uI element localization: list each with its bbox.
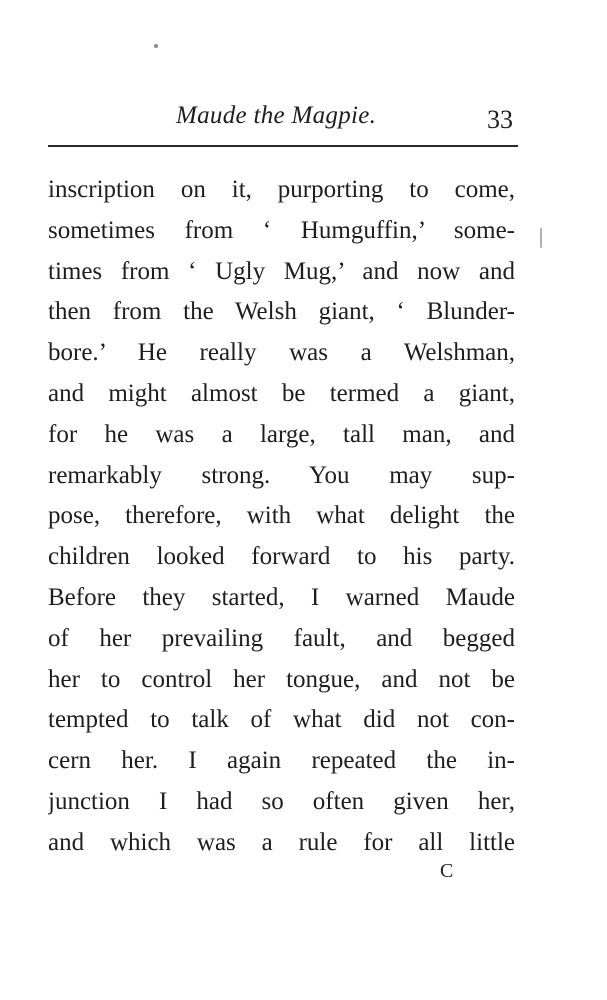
text-line: sometimes from ‘ Humguffin,’ some- [48,216,515,244]
text-line: tempted to talk of what did not con- [48,706,515,734]
text-line: then from the Welsh giant, ‘ Blunder- [48,298,515,326]
signature-mark: C [440,860,454,882]
text-line: Before they started, I warned Maude [48,583,515,611]
text-line: pose, therefore, with what delight the [48,502,515,530]
running-title: Maude the Magpie. [176,102,377,129]
text-line: for he was a large, tall man, and [48,420,515,448]
text-line: and which was a rule for all little [48,828,515,856]
body-text [48,170,515,864]
text-line: her to control her tongue, and not be [48,665,515,693]
text-line: and might almost be termed a giant, [48,379,515,407]
text-line: cern her. I again repeated the in- [48,747,515,775]
print-speck [154,44,158,48]
text-line: remarkably strong. You may sup- [48,461,515,489]
text-line: junction I had so often given her, [48,787,515,815]
page-number: 33 [487,105,513,134]
text-line: children looked forward to his party. [48,543,515,571]
text-line: inscription on it, purporting to come, [48,176,515,203]
page-header [48,98,515,138]
margin-mark [540,228,542,248]
header-rule [48,145,518,147]
text-line: of her prevailing fault, and begged [48,624,515,652]
text-line: bore.’ He really was a Welshman, [48,339,515,367]
text-line: times from ‘ Ugly Mug,’ and now and [48,257,515,285]
